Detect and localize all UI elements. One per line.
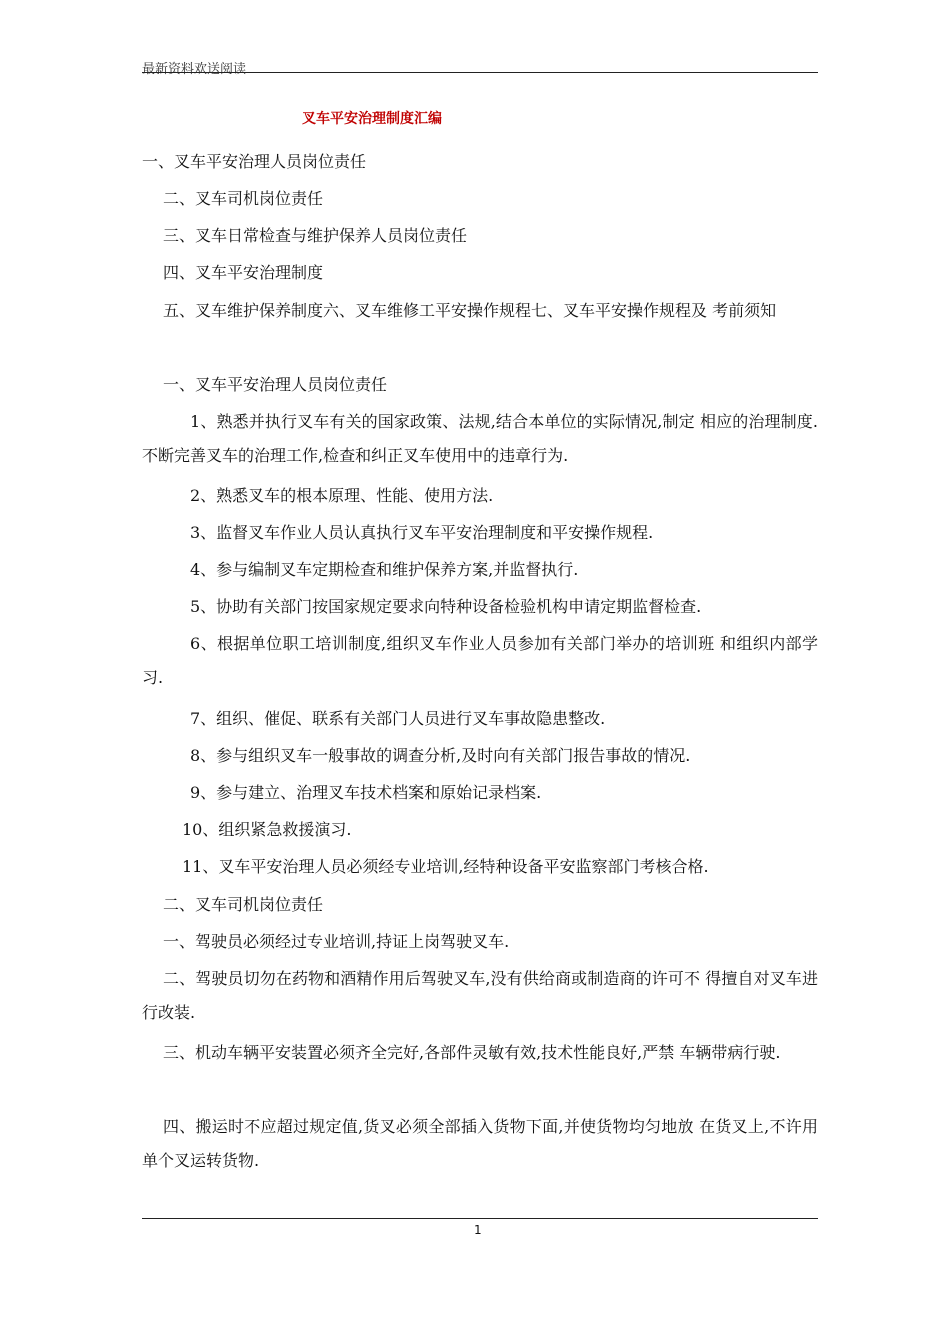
toc-item-4: 四、叉车平安治理制度 [163, 263, 324, 282]
running-header: 最新资料欢送阅读 [142, 62, 247, 77]
paragraph-13: 二、驾驶员切勿在药物和酒精作用后驾驶叉车,没有供给商或制造商的许可不 得擅自对叉车进行改装. [142, 969, 818, 1022]
paragraph-5: 5、协助有关部门按国家规定要求向特种设备检验机构申请定期监督检查. [190, 597, 702, 616]
document-title: 叉车平安治理制度汇编 [302, 111, 442, 127]
paragraph-12: 一、驾驶员必须经过专业培训,持证上岗驾驶叉车. [163, 932, 510, 951]
toc-item-3: 三、叉车日常检查与维护保养人员岗位责任 [163, 226, 468, 245]
toc-item-2: 二、叉车司机岗位责任 [163, 189, 324, 208]
section-heading-1: 一、叉车平安治理人员岗位责任 [163, 375, 388, 394]
paragraph-2: 2、熟悉叉车的根本原理、性能、使用方法. [190, 486, 494, 505]
paragraph-15: 四、搬运时不应超过规定值,货叉必须全部插入货物下面,并使货物均匀地放 在货叉上,不许用单个叉运转货物. [142, 1117, 818, 1170]
paragraph-1: 1、熟悉并执行叉车有关的国家政策、法规,结合本单位的实际情况,制定 相应的治理制度.不断完善叉车的治理工作,检查和纠正叉车使用中的违章行为. [142, 412, 818, 465]
paragraph-14: 三、机动车辆平安装置必须齐全完好,各部件灵敏有效,技术性能良好,严禁 车辆带病行驶. [163, 1043, 781, 1062]
page-number: 1 [474, 1223, 482, 1237]
paragraph-3: 3、监督叉车作业人员认真执行叉车平安治理制度和平安操作规程. [190, 523, 654, 542]
paragraph-11: 11、叉车平安治理人员必须经专业培训,经特种设备平安监察部门考核合格. [182, 857, 709, 876]
toc-item-1: 一、叉车平安治理人员岗位责任 [142, 152, 367, 171]
paragraph-6: 6、根据单位职工培训制度,组织叉车作业人员参加有关部门举办的培训班 和组织内部学习. [142, 634, 818, 687]
header-rule [142, 72, 818, 73]
paragraph-9: 9、参与建立、治理叉车技术档案和原始记录档案. [190, 783, 542, 802]
toc-item-5: 五、叉车维护保养制度六、叉车维修工平安操作规程七、叉车平安操作规程及 考前须知 [163, 301, 777, 320]
paragraph-10: 10、组织紧急救援演习. [182, 820, 352, 839]
section-heading-2: 二、叉车司机岗位责任 [163, 895, 324, 914]
paragraph-8: 8、参与组织叉车一般事故的调查分析,及时向有关部门报告事故的情况. [190, 746, 691, 765]
paragraph-4: 4、参与编制叉车定期检查和维护保养方案,并监督执行. [190, 560, 579, 579]
paragraph-7: 7、组织、催促、联系有关部门人员进行叉车事故隐患整改. [190, 709, 606, 728]
footer-rule [142, 1218, 818, 1219]
